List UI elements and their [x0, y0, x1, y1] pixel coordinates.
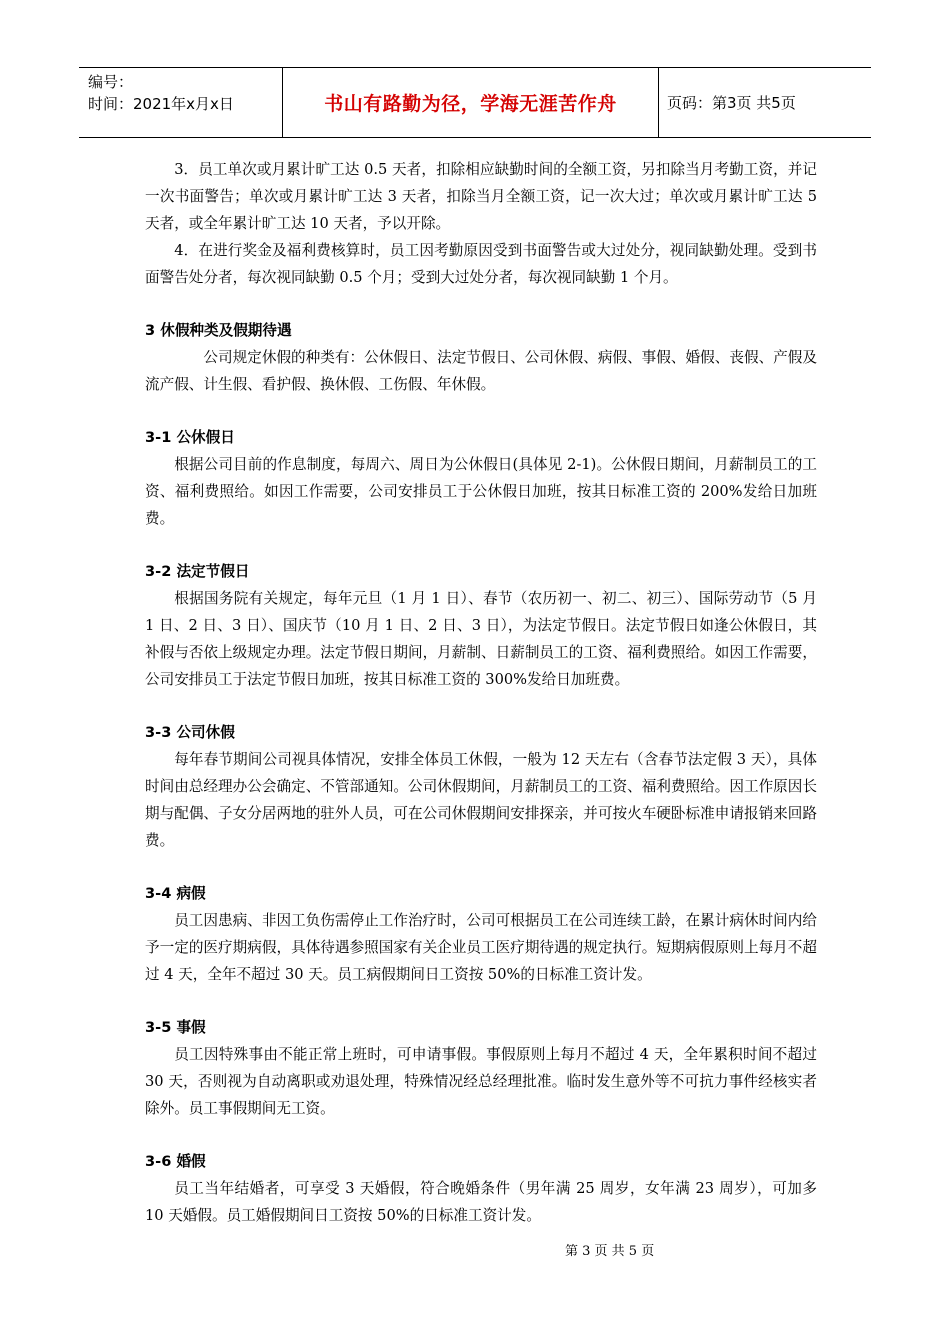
serial-number-label: 编号： — [88, 73, 134, 91]
header-meta — [79, 68, 283, 137]
section-3-5-text: 员工因特殊事由不能正常上班时，可申请事假。事假原则上每月不超过 4 天，全年累积时间不超过 30 天，否则视为自动离职或劝退处理，特殊情况经总经理批准。临时发生意外等不可抗力事件经核实者除外。员工事假期间无工资。 — [145, 1046, 817, 1117]
header-page-code: 页码：第3页 共5页 — [667, 94, 796, 112]
document-body — [145, 156, 817, 1229]
section-3-1-text: 根据公司目前的作息制度，每周六、周日为公休假日(具体见 2-1)。公休假日期间，月薪制员工的工资、福利费照给。如因工作需要，公司安排员工于公休假日加班，按其日标准工资的 200%发给日加班费。 — [145, 456, 817, 527]
section-3-6-heading: 3-6 婚假 — [145, 1153, 206, 1170]
section-3-text: 公司规定休假的种类有：公休假日、法定节假日、公司休假、病假、事假、婚假、丧假、产假及流产假、计生假、看护假、换休假、工伤假、年休假。 — [145, 349, 817, 393]
section-3-4-text: 员工因患病、非因工负伤需停止工作治疗时，公司可根据员工在公司连续工龄，在累计病休时间内给予一定的医疗期病假，具体待遇参照国家有关企业员工医疗期待遇的规定执行。短期病假原则上每月不超过 4 天，全年不超过 30 天。员工病假期间日工资按 50%的日标准工资计发。 — [145, 912, 817, 983]
paragraph-rule-3: 3．员工单次或月累计旷工达 0.5 天者，扣除相应缺勤时间的全额工资，另扣除当月考勤工资，并记一次书面警告；单次或月累计旷工达 3 天者，扣除当月全额工资，记一次大过；单次或月累计旷工达 5 天者，或全年累计旷工达 10 天者，予以开除。 — [145, 161, 817, 232]
section-3-3-heading: 3-3 公司休假 — [145, 724, 235, 741]
section-3-heading: 3 休假种类及假期待遇 — [145, 322, 292, 339]
page-header — [79, 67, 871, 138]
section-3-2-heading: 3-2 法定节假日 — [145, 563, 250, 580]
footer-page-info: 第 3 页 共 5 页 — [565, 1244, 655, 1259]
section-3-5-heading: 3-5 事假 — [145, 1019, 206, 1036]
header-motto: 书山有路勤为径，学海无涯苦作舟 — [283, 68, 659, 137]
section-3-2-text: 根据国务院有关规定，每年元旦（1 月 1 日）、春节（农历初一、初二、初三）、国际劳动节（5 月 1 日、2 日、3 日）、国庆节（10 月 1 日、2 日、3 日），为法定节假日。法定节假日如逢公休假日，其补假与否依上级规定办理。法定节假日期间，月薪制、日薪制员工的工资、福利费照给。如因工作需要，公司安排员工于法定节假日加班，按其日标准工资的 300%发给日加班费。 — [145, 590, 817, 688]
section-3-1-heading: 3-1 公休假日 — [145, 429, 235, 446]
section-3-6-text: 员工当年结婚者，可享受 3 天婚假，符合晚婚条件（男年满 25 周岁，女年满 23 周岁），可加多 10 天婚假。员工婚假期间日工资按 50%的日标准工资计发。 — [145, 1180, 817, 1224]
date-label: 时间：2021年x月x日 — [88, 95, 234, 113]
section-3-3-text: 每年春节期间公司视具体情况，安排全体员工休假，一般为 12 天左右（含春节法定假 3 天），具体时间由总经理办公会确定、不管部通知。公司休假期间，月薪制员工的工资、福利费照给。因工作原因长期与配偶、子女分居两地的驻外人员，可在公司休假期间安排探亲，并可按火车硬卧标准申请报销来回路费。 — [145, 751, 817, 849]
section-3-4-heading: 3-4 病假 — [145, 885, 206, 902]
paragraph-rule-4: 4．在进行奖金及福利费核算时，员工因考勤原因受到书面警告或大过处分，视同缺勤处理。受到书面警告处分者，每次视同缺勤 0.5 个月；受到大过处分者，每次视同缺勤 1 个月。 — [145, 242, 817, 286]
